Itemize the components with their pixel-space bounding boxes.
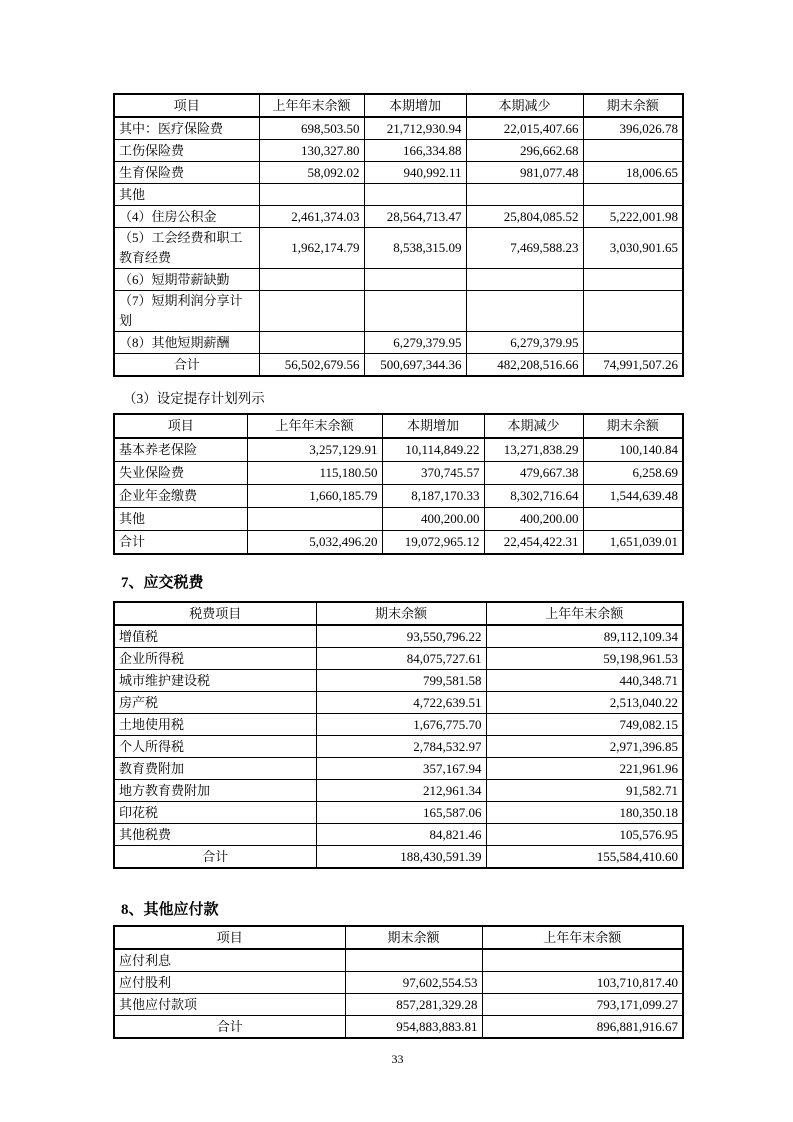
row-label: 合计 <box>114 1016 345 1039</box>
cell-value: 981,077.48 <box>466 162 583 184</box>
table-header-row <box>114 926 683 949</box>
table-row <box>114 972 683 994</box>
cell-value: 4,722,639.51 <box>316 692 486 714</box>
cell-value: 89,112,109.34 <box>486 625 683 648</box>
cell-value: 74,991,507.26 <box>583 354 683 377</box>
table-total-row <box>114 354 683 377</box>
short-term-compensation-table <box>113 93 684 377</box>
cell-value <box>259 269 364 291</box>
row-label: 其他税费 <box>114 824 316 846</box>
cell-value: 500,697,344.36 <box>364 354 466 377</box>
row-label: （8）其他短期薪酬 <box>114 332 259 354</box>
cell-value <box>583 332 683 354</box>
row-label: 应付股利 <box>114 972 345 994</box>
table-total-row <box>114 1016 683 1039</box>
cell-value: 8,538,315.09 <box>364 228 466 269</box>
section-heading-defined-contribution: （3）设定提存计划列示 <box>123 391 265 406</box>
cell-value: 400,200.00 <box>484 508 583 531</box>
cell-value: 212,961.34 <box>316 780 486 802</box>
cell-value <box>583 508 683 531</box>
cell-value: 97,602,554.53 <box>345 972 482 994</box>
row-label: （6）短期带薪缺勤 <box>114 269 259 291</box>
cell-value: 56,502,679.56 <box>259 354 364 377</box>
table-row <box>114 780 683 802</box>
row-label: 企业所得税 <box>114 648 316 670</box>
table-row <box>114 508 683 531</box>
cell-value: 165,587.06 <box>316 802 486 824</box>
cell-value: 21,712,930.94 <box>364 117 466 140</box>
column-header: 期末余额 <box>583 94 683 117</box>
cell-value: 482,208,516.66 <box>466 354 583 377</box>
cell-value <box>364 291 466 332</box>
cell-value: 1,676,775.70 <box>316 714 486 736</box>
table-total-row <box>114 846 683 869</box>
cell-value: 105,576.95 <box>486 824 683 846</box>
row-label: （4）住房公积金 <box>114 206 259 228</box>
cell-value: 22,454,422.31 <box>484 531 583 555</box>
cell-value: 28,564,713.47 <box>364 206 466 228</box>
cell-value: 221,961.96 <box>486 758 683 780</box>
column-header: 期末余额 <box>316 602 486 625</box>
table-row <box>114 291 683 332</box>
row-label: 印花税 <box>114 802 316 824</box>
column-header: 本期增加 <box>382 414 484 438</box>
cell-value <box>583 269 683 291</box>
cell-value: 5,222,001.98 <box>583 206 683 228</box>
row-label: 土地使用税 <box>114 714 316 736</box>
table-row <box>114 625 683 648</box>
cell-value: 2,461,374.03 <box>259 206 364 228</box>
cell-value: 793,171,099.27 <box>482 994 683 1016</box>
row-label: 生育保险费 <box>114 162 259 184</box>
defined-contribution-plan-table <box>113 413 684 555</box>
cell-value: 91,582.71 <box>486 780 683 802</box>
cell-value: 8,187,170.33 <box>382 485 484 508</box>
cell-value: 440,348.71 <box>486 670 683 692</box>
cell-value: 6,279,379.95 <box>364 332 466 354</box>
table-row <box>114 117 683 140</box>
row-label: 其他应付款项 <box>114 994 345 1016</box>
cell-value: 749,082.15 <box>486 714 683 736</box>
cell-value: 84,075,727.61 <box>316 648 486 670</box>
column-header: 本期减少 <box>466 94 583 117</box>
table-row <box>114 692 683 714</box>
column-header: 项目 <box>114 414 247 438</box>
table-row <box>114 162 683 184</box>
table-row <box>114 670 683 692</box>
cell-value: 130,327.80 <box>259 140 364 162</box>
cell-value <box>583 184 683 206</box>
cell-value: 5,032,496.20 <box>247 531 382 555</box>
table-header-row <box>114 414 683 438</box>
row-label: 合计 <box>114 846 316 869</box>
column-header: 项目 <box>114 94 259 117</box>
row-label: 个人所得税 <box>114 736 316 758</box>
table-row <box>114 758 683 780</box>
row-label: 城市维护建设税 <box>114 670 316 692</box>
cell-value <box>466 291 583 332</box>
cell-value: 180,350.18 <box>486 802 683 824</box>
row-label: 合计 <box>114 531 247 555</box>
cell-value <box>259 291 364 332</box>
row-label: 增值税 <box>114 625 316 648</box>
cell-value: 166,334.88 <box>364 140 466 162</box>
cell-value: 2,971,396.85 <box>486 736 683 758</box>
cell-value: 8,302,716.64 <box>484 485 583 508</box>
row-label: （5）工会经费和职工教育经费 <box>114 228 259 269</box>
column-header: 上年年末余额 <box>482 926 683 949</box>
cell-value: 479,667.38 <box>484 462 583 485</box>
table-header-row <box>114 602 683 625</box>
table-row <box>114 184 683 206</box>
cell-value: 296,662.68 <box>466 140 583 162</box>
table-row <box>114 462 683 485</box>
cell-value: 698,503.50 <box>259 117 364 140</box>
column-header: 项目 <box>114 926 345 949</box>
cell-value: 1,660,185.79 <box>247 485 382 508</box>
page-content <box>113 93 682 1067</box>
column-header: 税费项目 <box>114 602 316 625</box>
column-header: 本期减少 <box>484 414 583 438</box>
cell-value <box>482 949 683 972</box>
taxes-payable-table <box>113 601 684 869</box>
table-row <box>114 206 683 228</box>
cell-value: 940,992.11 <box>364 162 466 184</box>
cell-value: 3,030,901.65 <box>583 228 683 269</box>
table-row <box>114 485 683 508</box>
row-label: 教育费附加 <box>114 758 316 780</box>
column-header: 上年年末余额 <box>486 602 683 625</box>
cell-value: 857,281,329.28 <box>345 994 482 1016</box>
row-label: 房产税 <box>114 692 316 714</box>
table-row <box>114 714 683 736</box>
table-row <box>114 949 683 972</box>
table-header-row <box>114 94 683 117</box>
cell-value: 2,513,040.22 <box>486 692 683 714</box>
table-row <box>114 332 683 354</box>
cell-value: 370,745.57 <box>382 462 484 485</box>
cell-value <box>364 269 466 291</box>
cell-value: 396,026.78 <box>583 117 683 140</box>
cell-value: 93,550,796.22 <box>316 625 486 648</box>
cell-value: 19,072,965.12 <box>382 531 484 555</box>
table-row <box>114 438 683 462</box>
cell-value: 3,257,129.91 <box>247 438 382 462</box>
cell-value: 6,258.69 <box>583 462 683 485</box>
cell-value: 357,167.94 <box>316 758 486 780</box>
cell-value <box>345 949 482 972</box>
cell-value: 100,140.84 <box>583 438 683 462</box>
table-row <box>114 824 683 846</box>
cell-value <box>466 269 583 291</box>
cell-value: 188,430,591.39 <box>316 846 486 869</box>
cell-value <box>259 332 364 354</box>
cell-value: 6,279,379.95 <box>466 332 583 354</box>
row-label: 工伤保险费 <box>114 140 259 162</box>
cell-value: 954,883,883.81 <box>345 1016 482 1039</box>
cell-value: 103,710,817.40 <box>482 972 683 994</box>
cell-value: 22,015,407.66 <box>466 117 583 140</box>
row-label: 其中：医疗保险费 <box>114 117 259 140</box>
cell-value: 2,784,532.97 <box>316 736 486 758</box>
table-row <box>114 802 683 824</box>
row-label: 地方教育费附加 <box>114 780 316 802</box>
column-header: 上年年末余额 <box>247 414 382 438</box>
column-header: 期末余额 <box>345 926 482 949</box>
row-label: 失业保险费 <box>114 462 247 485</box>
table-row <box>114 994 683 1016</box>
cell-value: 10,114,849.22 <box>382 438 484 462</box>
cell-value <box>466 184 583 206</box>
cell-value: 155,584,410.60 <box>486 846 683 869</box>
table-total-row <box>114 531 683 555</box>
column-header: 期末余额 <box>583 414 683 438</box>
cell-value: 13,271,838.29 <box>484 438 583 462</box>
cell-value: 25,804,085.52 <box>466 206 583 228</box>
cell-value <box>583 140 683 162</box>
row-label: 其他 <box>114 508 247 531</box>
row-label: 应付利息 <box>114 949 345 972</box>
cell-value: 84,821.46 <box>316 824 486 846</box>
row-label: 企业年金缴费 <box>114 485 247 508</box>
cell-value: 1,651,039.01 <box>583 531 683 555</box>
cell-value: 59,198,961.53 <box>486 648 683 670</box>
cell-value: 799,581.58 <box>316 670 486 692</box>
cell-value <box>247 508 382 531</box>
cell-value: 115,180.50 <box>247 462 382 485</box>
cell-value: 896,881,916.67 <box>482 1016 683 1039</box>
row-label: 其他 <box>114 184 259 206</box>
row-label: 基本养老保险 <box>114 438 247 462</box>
table-row <box>114 140 683 162</box>
cell-value <box>259 184 364 206</box>
table-row <box>114 648 683 670</box>
cell-value: 1,544,639.48 <box>583 485 683 508</box>
cell-value <box>583 291 683 332</box>
table-row <box>114 228 683 269</box>
cell-value: 7,469,588.23 <box>466 228 583 269</box>
cell-value: 58,092.02 <box>259 162 364 184</box>
cell-value <box>364 184 466 206</box>
other-payables-table <box>113 925 684 1039</box>
table-row <box>114 736 683 758</box>
table-row <box>114 269 683 291</box>
column-header: 本期增加 <box>364 94 466 117</box>
row-label: 合计 <box>114 354 259 377</box>
cell-value: 1,962,174.79 <box>259 228 364 269</box>
cell-value: 400,200.00 <box>382 508 484 531</box>
page-number: 33 <box>391 1052 404 1066</box>
column-header: 上年年末余额 <box>259 94 364 117</box>
section-heading-other-payables: 8、其他应付款 <box>121 902 219 918</box>
row-label: （7）短期利润分享计划 <box>114 291 259 332</box>
cell-value: 18,006.65 <box>583 162 683 184</box>
section-heading-taxes-payable: 7、应交税费 <box>121 575 204 591</box>
